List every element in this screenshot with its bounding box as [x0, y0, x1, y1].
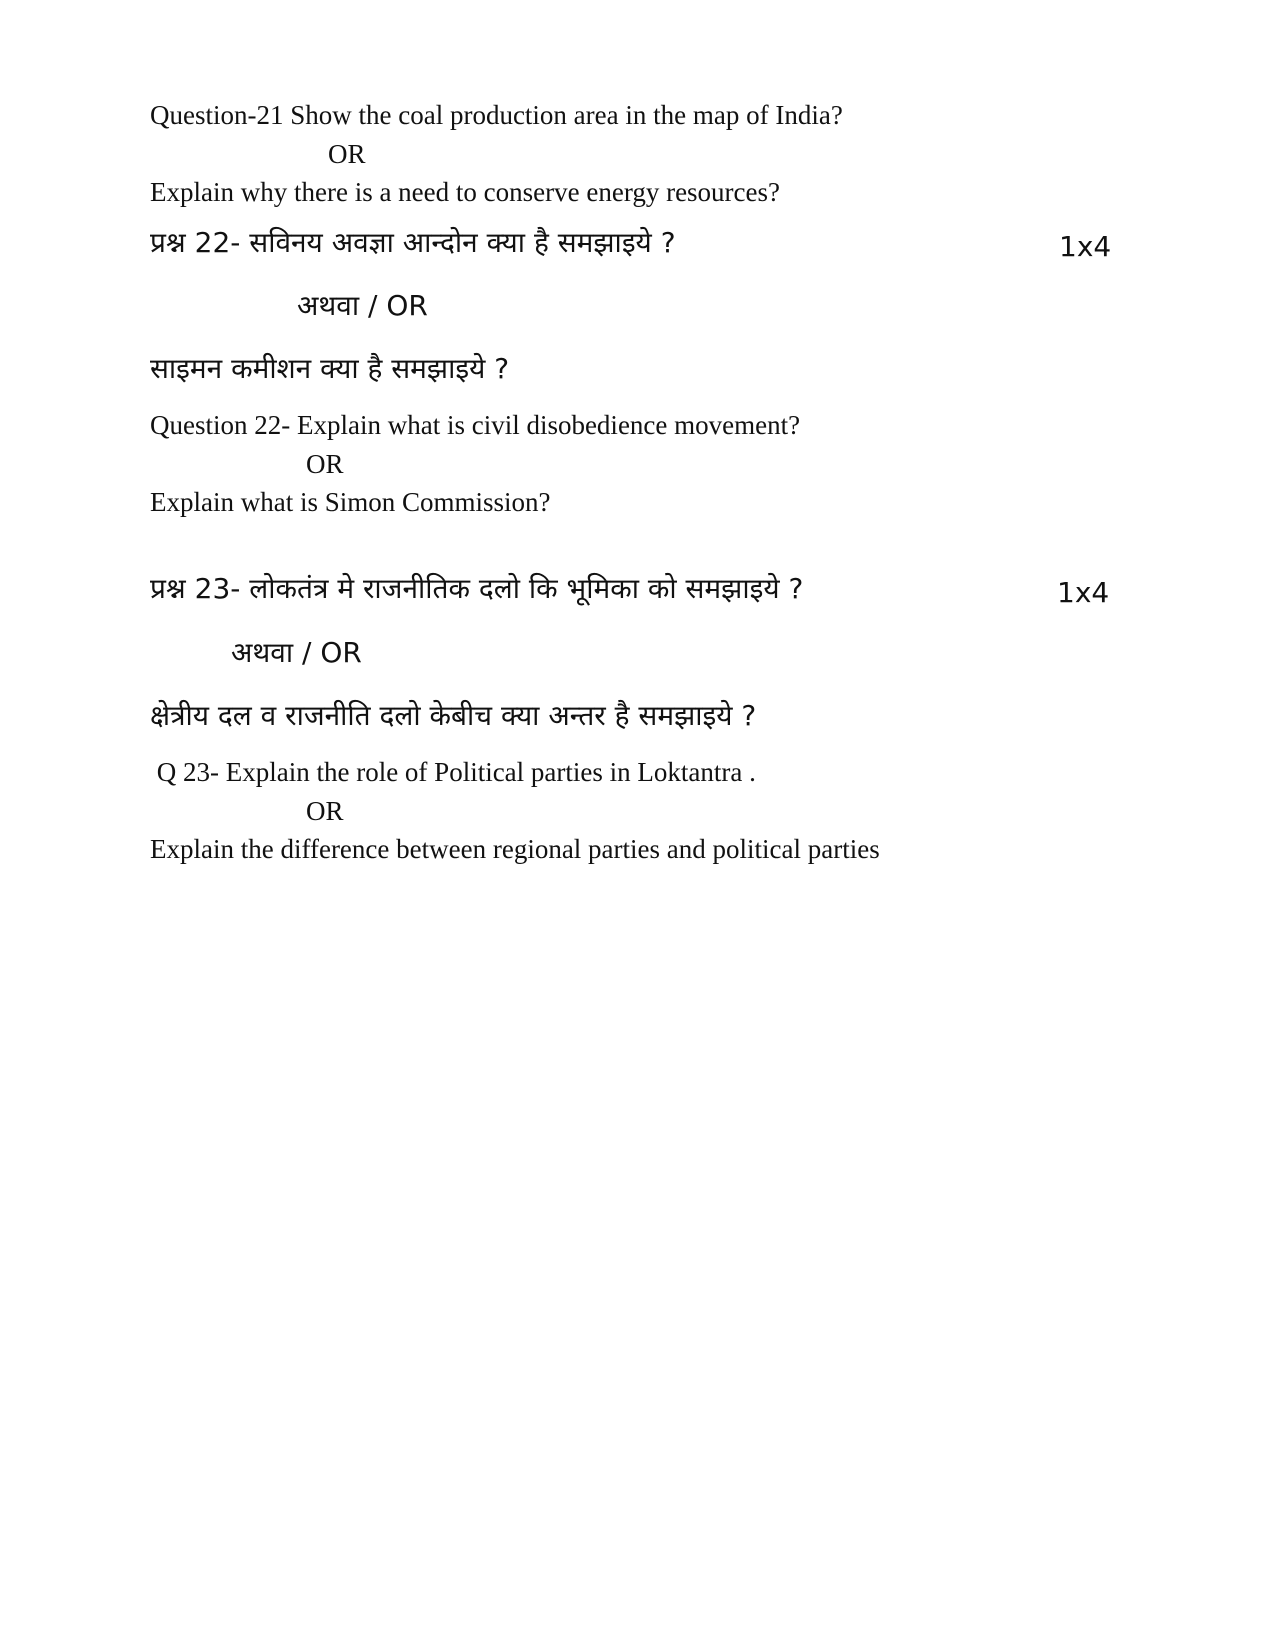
q22-or-hi: अथवा / OR	[297, 289, 428, 322]
q22-question-en: Question 22- Explain what is civil disobedience movement?	[150, 410, 801, 440]
q23-alt-en: Explain the difference between regional parties and political parties	[150, 834, 880, 864]
q23-marks: 1x4	[1057, 576, 1110, 609]
q23-alt-hi: क्षेत्रीय दल व राजनीति दलो केबीच क्या अन्तर है समझाइये ?	[150, 699, 757, 732]
q22-marks: 1x4	[1059, 230, 1112, 263]
q21-alt-en: Explain why there is a need to conserve energy resources?	[150, 177, 781, 207]
q23-question-en: Q 23- Explain the role of Political parties in Loktantra .	[150, 757, 756, 787]
q22-question-hi: प्रश्न 22- सविनय अवज्ञा आन्दोन क्या है समझाइये ?	[150, 226, 676, 259]
q22-alt-hi: साइमन कमीशन क्या है समझाइये ?	[150, 352, 510, 385]
q22-or-en: OR	[306, 449, 344, 479]
q23-or-en: OR	[306, 796, 344, 826]
q23-or-hi: अथवा / OR	[231, 636, 362, 669]
q23-question-hi: प्रश्न 23- लोकतंत्र मे राजनीतिक दलो कि भूमिका को समझाइये ?	[150, 572, 804, 605]
q21-or-en: OR	[328, 139, 366, 169]
q21-question-en: Question-21 Show the coal production area in the map of India?	[150, 100, 843, 130]
q22-alt-en: Explain what is Simon Commission?	[150, 487, 551, 517]
